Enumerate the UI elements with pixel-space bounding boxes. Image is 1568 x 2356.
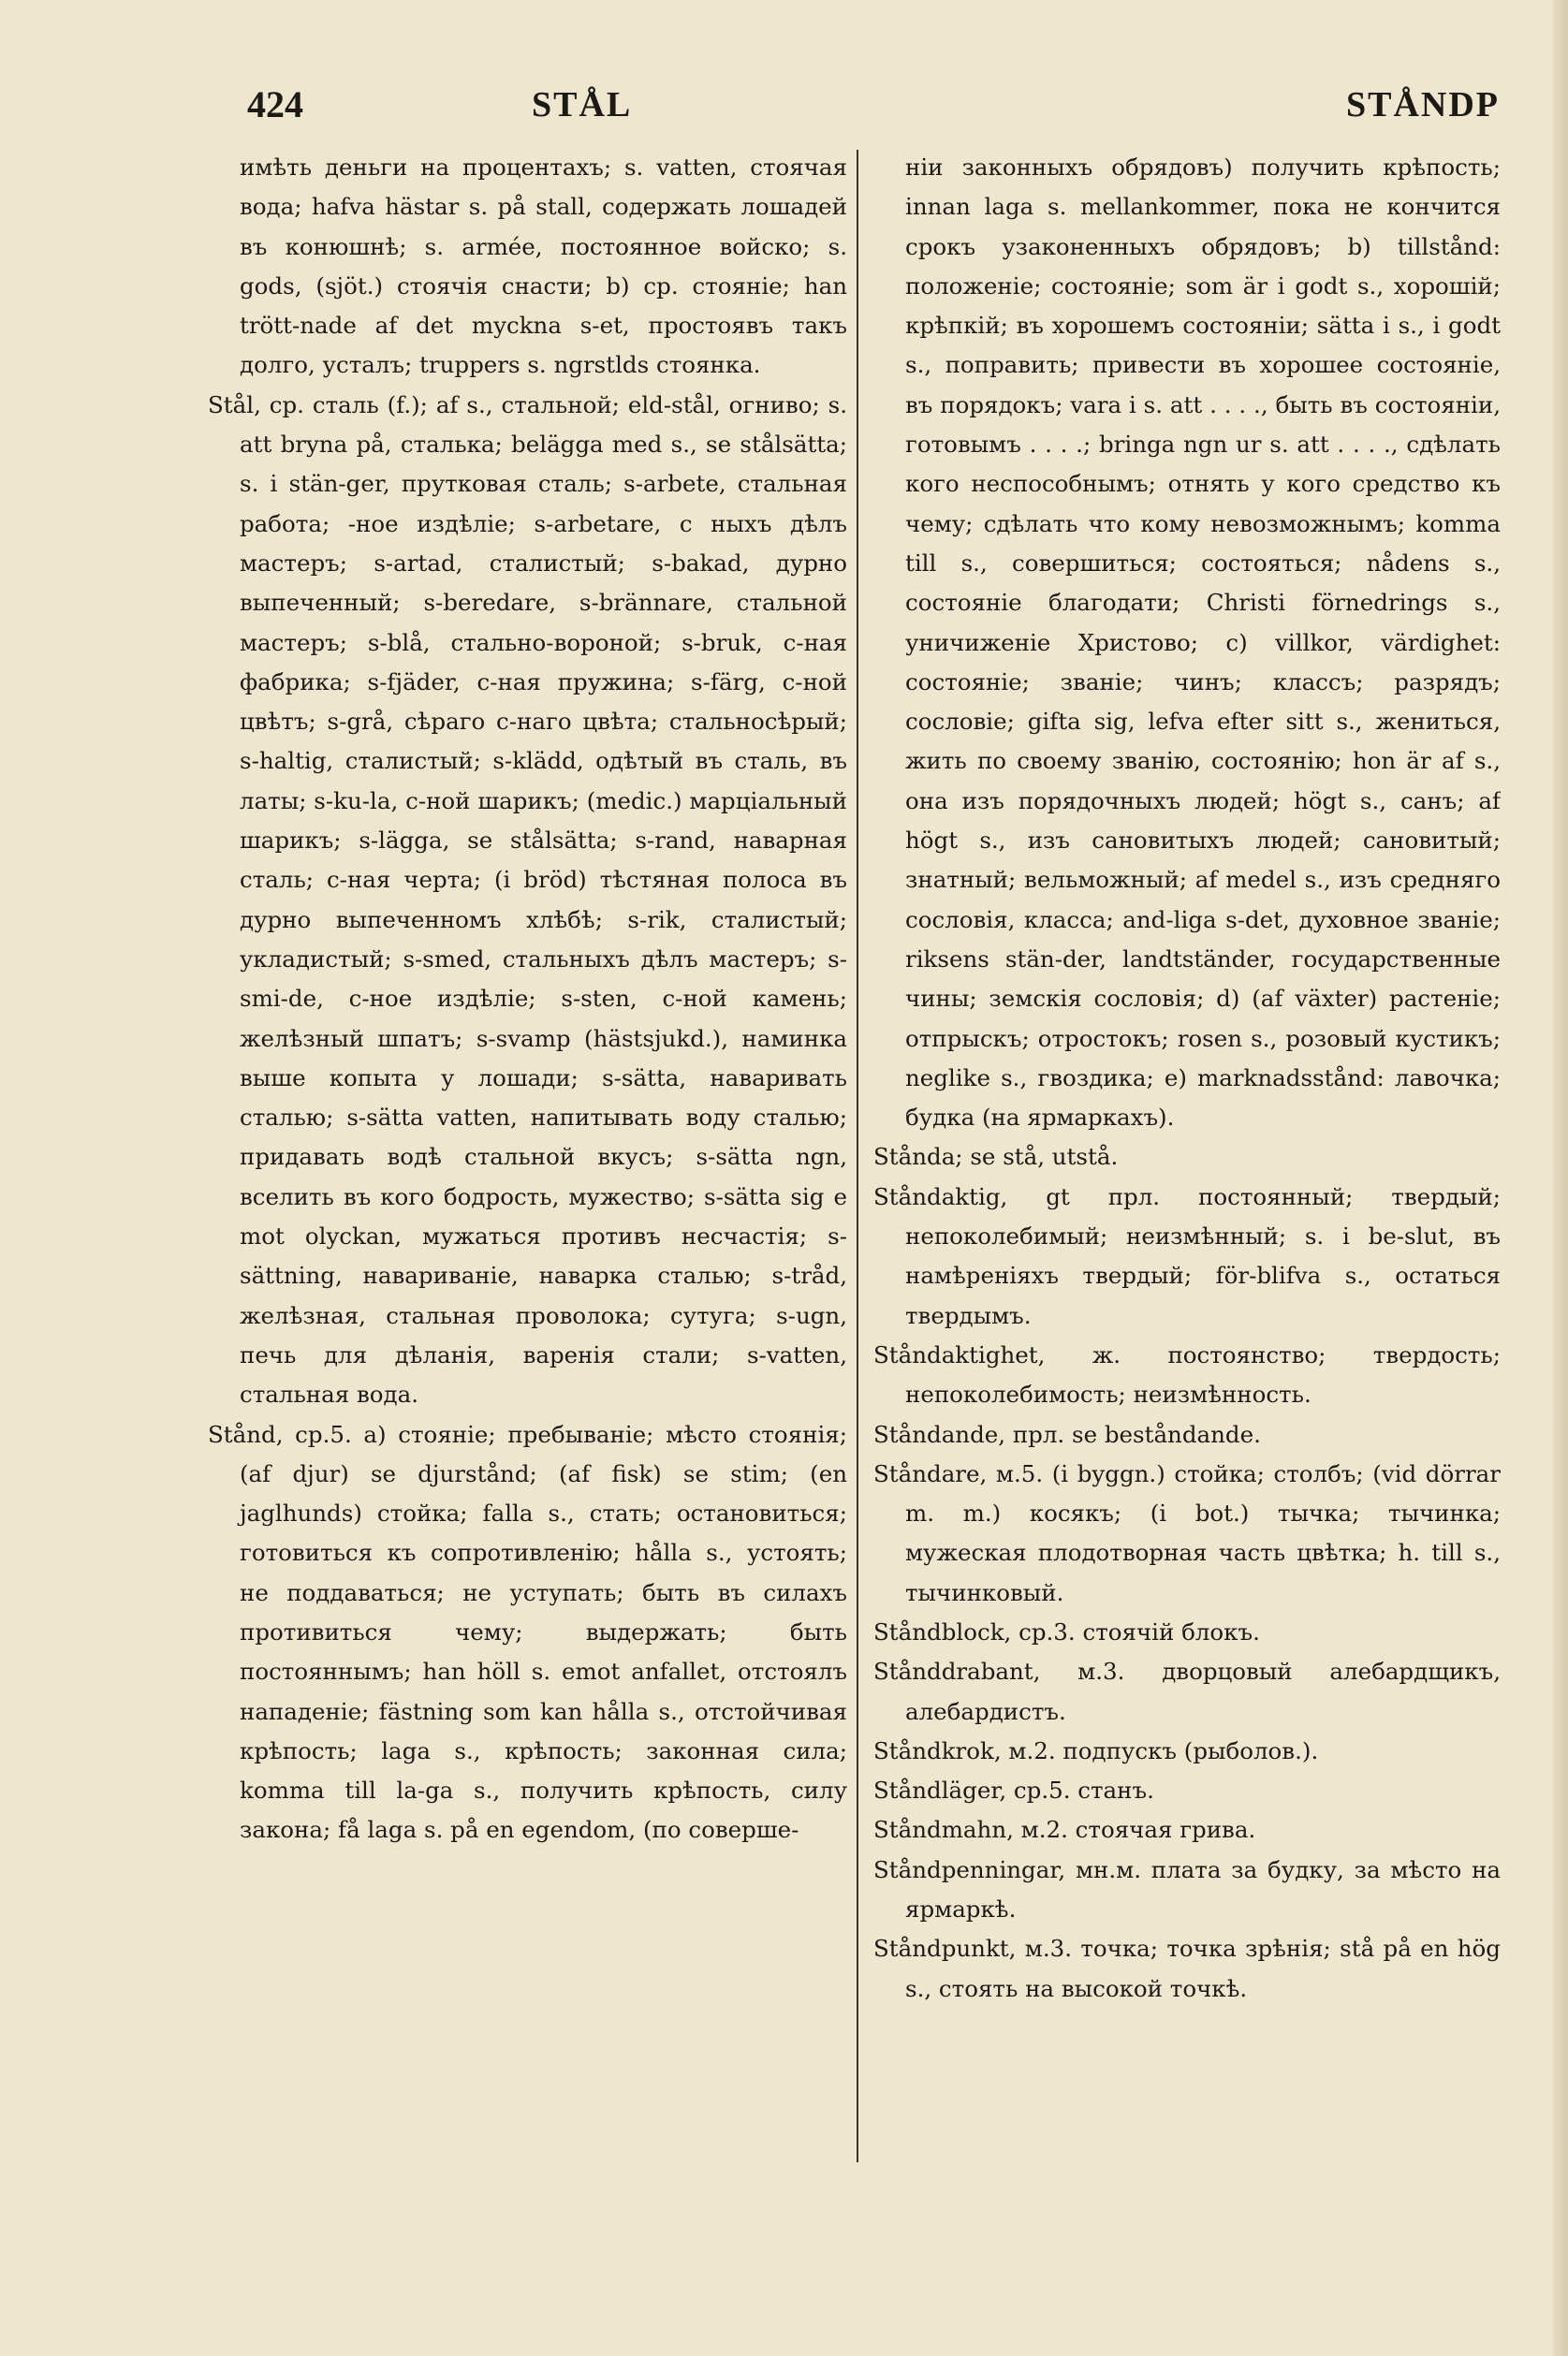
left-guide-word: STÅL <box>532 85 633 124</box>
left-column <box>208 148 847 2188</box>
dictionary-entry: Ståndande, прл. se beståndande. <box>873 1420 1261 1448</box>
dictionary-entry: Stål, ср. сталь (f.); af s., стальной; eld-stål, огниво; s. att bryna på, сталька; belägga med s., se stålsätta; s. i stän-ger, прутковая сталь; s-arbete, стальная работа; -ное издѣліе; s-arbetare, с ныхъ дѣлъ мастеръ; s-artad, сталистый; s-bakad, дурно выпеченный; s-beredare, s-brännare, стальной мастеръ; s-blå, стально-вороной; s-bruk, с-ная фабрика; s-fjäder, с-ная пружина; s-färg, с-ной цвѣтъ; s-grå, сѣраго с-наго цвѣта; стальносѣрый; s-haltig, сталистый; s-klädd, одѣтый въ сталь, въ латы; s-ku-la, с-ной шарикъ; (medic.) марціальный шарикъ; s-lägga, se stålsätta; s-rand, наварная сталь; с-ная черта; (i bröd) тѣстяная полоса въ дурно выпеченномъ хлѣбѣ; s-rik, сталистый; укладистый; s-smed, стальныхъ дѣлъ мастеръ; s-smi-de, с-ное издѣліе; s-sten, с-ной камень; желѣзный шпатъ; s-svamp (hästsjukd.), наминка выше копыта у лошади; s-sätta, наваривать сталью; s-sätta vatten, напитывать воду сталью; придавать водѣ стальной вкусъ; s-sätta ngn, вселить въ кого бодрость, мужество; s-sätta sig e mot olyckan, мужаться противъ несчастія; s-sättning, навариваніе, наварка сталью; s-tråd, желѣзная, стальная проволока; сутуга; s-ugn, печь для дѣланія, варенія стали; s-vatten, стальная вода. <box>208 390 847 1409</box>
dictionary-entry: Ståndaktig, gt прл. постоянный; твердый; непоколебимый; неизмѣнный; s. i be-slut, въ намѣреніяхъ твердый; för-blifva s., остаться твердымъ. <box>873 1182 1501 1329</box>
page-number: 424 <box>247 83 303 125</box>
dictionary-entry: Ståndare, м.5. (i byggn.) стойка; столбъ; (vid dörrar m. m.) косякъ; (i bot.) тычка; тычинка; мужеская плодотворная часть цвѣтка; h. till s., тычинковый. <box>873 1459 1501 1606</box>
dictionary-entry: Ståndläger, ср.5. станъ. <box>873 1777 1154 1805</box>
dictionary-entry: Ståndaktighet, ж. постоянство; твердость; непоколебимость; неизмѣнность. <box>873 1340 1501 1409</box>
dictionary-entry: Ståndkrok, м.2. подпускъ (рыболов.). <box>873 1736 1319 1764</box>
dictionary-entry: Stånddrabant, м.3. дворцовый алебардщикъ, алебардистъ. <box>873 1658 1501 1725</box>
dictionary-entry: Ståndpenningar, мн.м. плата за будку, за мѣсто на ярмаркѣ. <box>873 1855 1501 1924</box>
dictionary-entry: Ståndpunkt, м.3. точка; точка зрѣнія; stå på en hög s., стоять на высокой точкѣ. <box>873 1935 1501 2002</box>
column-divider <box>857 150 858 2162</box>
right-column <box>873 148 1501 2188</box>
page-edge <box>1553 0 1568 2356</box>
dictionary-entry: Ståndmahn, м.2. стоячая грива. <box>873 1816 1256 1844</box>
dictionary-entry: Stånda; se stå, utstå. <box>873 1143 1119 1171</box>
dictionary-entry: ніи законныхъ обрядовъ) получить крѣпость; innan laga s. mellankommer, пока не кончится срокъ узаконенныхъ обрядовъ; b) tillstånd: положеніе; состояніе; som är i godt s., хорошій; крѣпкій; въ хорошемъ состояніи; sätta i s., i godt s., поправить; привести въ хорошее состояніе, въ порядокъ; vara i s. att . . . ., быть въ состояніи, готовымъ . . . .; bringa ngn ur s. att . . . ., сдѣлать кого неспособнымъ; отнять у кого средство къ чему; сдѣлать что кому невозможнымъ; komma till s., совершиться; состояться; nådens s., состояніе благодати; Christi förnedrings s., уничиженіе Христово; c) villkor, värdighet: состояніе; званіе; чинъ; классъ; разрядъ; сословіе; gifta sig, lefva efter sitt s., жениться, жить по своему званію, состоянію; hon är af s., она изъ порядочныхъ людей; högt s., санъ; af högt s., изъ сановитыхъ людей; сановитый; знатный; вельможный; af medel s., изъ средняго сословія, класса; and-liga s-det, духовное званіе; riksens stän-der, landtständer, государственные чины; земскія сословія; d) (af växter) растеніе; отпрыскъ; отростокъ; rosen s., розовый кустикъ; neglike s., гвоздика; e) marknadsstånd: лавочка; будка (на ярмаркахъ). <box>905 154 1501 1132</box>
right-guide-word: STÅNDP <box>1345 85 1500 124</box>
dictionary-entry: Stånd, ср.5. a) стояніе; пребываніе; мѣсто стоянія; (af djur) se djurstånd; (af fisk) se stim; (en jaglhunds) стойка; falla s., стать; остановиться; готовиться къ сопротивленію; hålla s., устоять; не поддаваться; не уступать; быть въ силахъ противиться чему; выдержать; быть постояннымъ; han höll s. emot anfallet, отстоялъ нападеніе; fästning som kan hålla s., отстойчивая крѣпость; laga s., крѣпость; законная сила; komma till la-ga s., получить крѣпость, силу закона; få laga s. på en egendom, (по соверше- <box>208 1420 847 1844</box>
dictionary-entry: имѣть деньги на процентахъ; s. vatten, стоячая вода; hafva hästar s. på stall, содержать лошадей въ конюшнѣ; s. armée, постоянное войско; s. gods, (sjöt.) стоячія снасти; b) ср. стояніе; han trött-nade af det myckna s-et, простоявъ такъ долго, усталъ; truppers s. ngrstlds стоянка. <box>240 154 847 379</box>
dictionary-entry: Ståndblock, ср.3. стоячій блокъ. <box>873 1617 1260 1646</box>
running-header <box>234 82 1517 139</box>
